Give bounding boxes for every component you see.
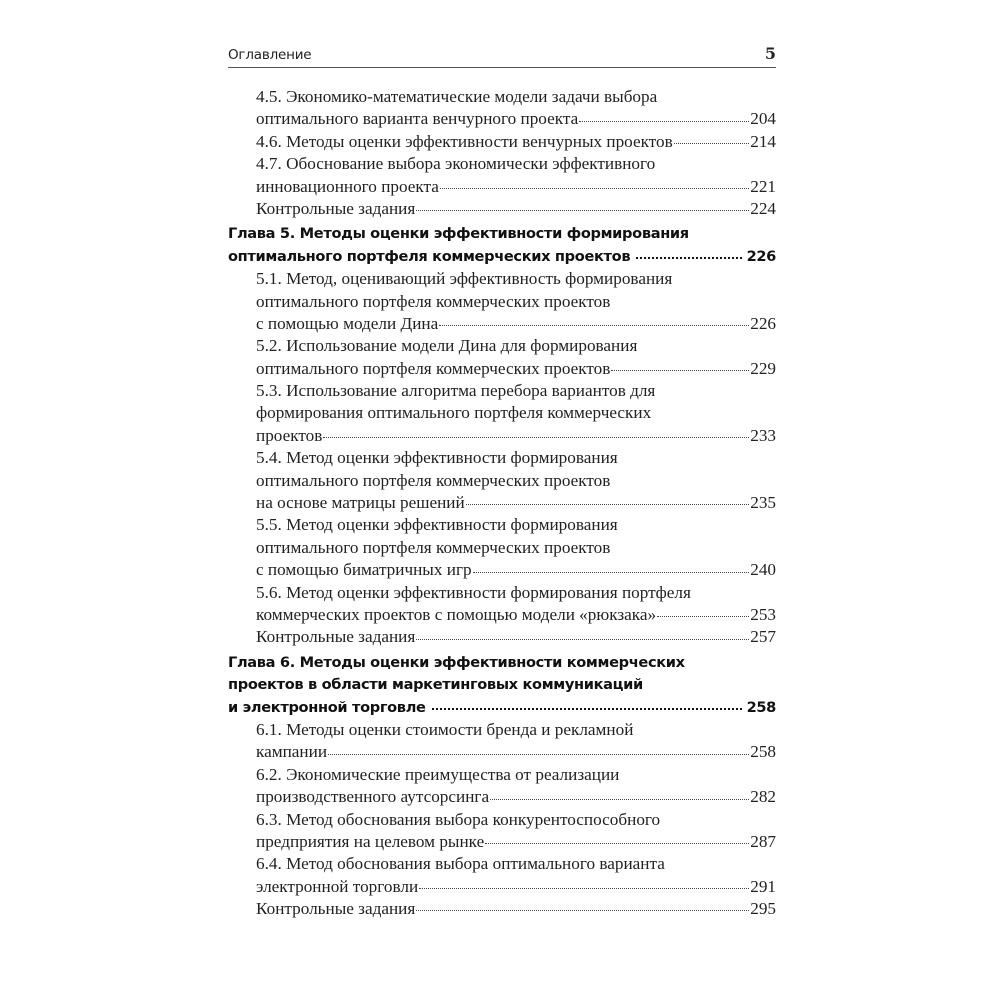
toc-entry-title: 5.1. Метод, оценивающий эффективность формирования (256, 269, 673, 289)
toc-entry-line (228, 831, 776, 853)
toc-entry-title: 6.2. Экономические преимущества от реализации (256, 764, 620, 784)
toc-section-entry[interactable] (228, 809, 776, 854)
toc-entry-title: оптимального варианта венчурного проекта (256, 109, 579, 129)
toc-section-entry[interactable] (228, 626, 776, 648)
dot-leader (439, 323, 749, 326)
toc-page-number: 214 (750, 131, 776, 151)
toc-entry-title: на основе матрицы решений (256, 493, 465, 513)
toc-entry-line (228, 853, 776, 875)
toc-entry-line (228, 741, 776, 763)
toc-entry-title: Глава 6. Методы оценки эффективности коммерческих (228, 653, 685, 671)
running-header (228, 44, 776, 66)
toc-entry-line (228, 674, 776, 696)
toc-section-entry[interactable] (228, 853, 776, 898)
toc-page-number: 235 (750, 493, 776, 513)
toc-entry-title: 5.5. Метод оценки эффективности формирования (256, 515, 618, 535)
toc-entry-title: предприятия на целевом рынке (256, 831, 485, 851)
toc-entry-line (228, 313, 776, 335)
toc-section-entry[interactable] (228, 719, 776, 764)
page-number: 5 (764, 44, 776, 63)
dot-leader (432, 706, 742, 710)
toc-entry-line (228, 809, 776, 831)
toc-section-entry[interactable] (228, 86, 776, 131)
toc-page-number: 253 (750, 604, 776, 624)
toc-entry-title: проектов в области маркетинговых коммуникаций (228, 676, 643, 694)
toc-entry-title: 4.5. Экономико-математические модели задачи выбора (256, 87, 658, 106)
toc-entry-line (228, 876, 776, 898)
toc-entry-line (228, 697, 776, 719)
toc-entry-line (228, 604, 776, 626)
toc-page-number: 291 (750, 876, 776, 896)
toc-section-entry[interactable] (228, 447, 776, 514)
toc-page-number: 257 (750, 627, 776, 647)
book-page (228, 44, 776, 919)
toc-page-number: 287 (750, 831, 776, 851)
toc-entry-title: кампании (256, 742, 328, 762)
dot-leader (490, 797, 749, 800)
toc-entry-line (228, 626, 776, 648)
toc-page-number: 282 (750, 787, 776, 807)
toc-page-number: 221 (750, 176, 776, 196)
toc-entry-title: 5.3. Использование алгоритма перебора вариантов для (256, 381, 656, 401)
toc-entry-line (228, 470, 776, 492)
toc-entry-line (228, 108, 776, 130)
toc-entry-title: 4.6. Методы оценки эффективности венчурных проектов (256, 131, 673, 151)
toc-entry-title: электронной торговли (256, 876, 419, 896)
toc-entry-line (228, 652, 776, 674)
toc-section-entry[interactable] (228, 335, 776, 380)
toc-entry-line (228, 719, 776, 741)
toc-entry-line (228, 176, 776, 198)
toc-section-entry[interactable] (228, 198, 776, 220)
toc-entry-line (228, 898, 776, 920)
toc-section-entry[interactable] (228, 131, 776, 153)
toc-section-entry[interactable] (228, 582, 776, 627)
toc-page-number: 258 (750, 742, 776, 762)
toc-entry-title: проектов (256, 425, 323, 445)
toc-entry-title: 5.2. Использование модели Дина для формирования (256, 336, 638, 356)
toc-page-number: 233 (750, 425, 776, 445)
toc-entry-line (228, 223, 776, 245)
toc-page-number: 226 (746, 247, 776, 265)
toc-entry-title: формирования оптимального портфеля коммерческих (256, 403, 652, 423)
toc-entry-line (228, 582, 776, 604)
toc-entry-line (228, 246, 776, 268)
toc-section-entry[interactable] (228, 514, 776, 581)
dot-leader (636, 255, 741, 259)
toc-section-entry[interactable] (228, 380, 776, 447)
toc-entry-title: 6.4. Метод обоснования выбора оптимального варианта (256, 854, 665, 874)
toc-entry-title: и электронной торговле (228, 698, 426, 716)
dot-leader (466, 502, 750, 505)
toc-entry-line (228, 86, 776, 108)
toc-page-number: 229 (750, 358, 776, 378)
toc-entry-title: инновационного проекта (256, 176, 439, 196)
toc-entry-line (228, 380, 776, 402)
toc-page-number: 295 (750, 899, 776, 919)
toc-entry-line (228, 291, 776, 313)
toc-entry-title: оптимального портфеля коммерческих проектов (228, 247, 631, 265)
toc-entry-title: Глава 5. Методы оценки эффективности формирования (228, 225, 689, 243)
toc-entry-line (228, 492, 776, 514)
toc-entry-title: оптимального портфеля коммерческих проектов (256, 358, 611, 378)
toc-entry-title: 5.4. Метод оценки эффективности формирования (256, 448, 618, 468)
dot-leader (657, 614, 749, 617)
toc-entry-line (228, 131, 776, 153)
dot-leader (674, 141, 749, 144)
toc-entry-line (228, 537, 776, 559)
toc-entry-line (228, 514, 776, 536)
toc-section-entry[interactable] (228, 268, 776, 335)
toc-entry-line (228, 268, 776, 290)
toc-page-number: 226 (750, 313, 776, 333)
toc-entry-title: 6.1. Методы оценки стоимости бренда и рекламной (256, 719, 634, 739)
toc-page-number: 204 (750, 109, 776, 129)
dot-leader (440, 186, 749, 189)
dot-leader (473, 570, 750, 573)
toc-section-entry[interactable] (228, 898, 776, 920)
toc-entry-title: оптимального портфеля коммерческих проектов (256, 291, 611, 311)
toc-entry-title: с помощью модели Дина (256, 313, 439, 333)
dot-leader (323, 435, 749, 438)
toc-entry-title: с помощью биматричных игр (256, 560, 472, 580)
dot-leader (485, 841, 749, 844)
dot-leader (611, 368, 749, 371)
toc-entry-title: Контрольные задания (256, 198, 416, 218)
dot-leader (416, 208, 749, 211)
toc-entry-line (228, 335, 776, 357)
toc-entry-line (228, 447, 776, 469)
toc-entry-title: Контрольные задания (256, 627, 416, 647)
toc-section-entry[interactable] (228, 153, 776, 198)
dot-leader (419, 886, 749, 889)
dot-leader (416, 637, 749, 640)
toc-section-entry[interactable] (228, 764, 776, 809)
dot-leader (328, 752, 749, 755)
toc-chapter-entry[interactable] (228, 223, 776, 268)
toc-entry-title: производственного аутсорсинга (256, 787, 490, 807)
toc-entry-line (228, 559, 776, 581)
toc-entry-line (228, 153, 776, 175)
toc-page-number: 258 (746, 698, 776, 716)
toc-entry-title: коммерческих проектов с помощью модели «рюкзака» (256, 604, 657, 624)
toc-page-number: 240 (750, 560, 776, 580)
dot-leader (416, 908, 749, 911)
toc-chapter-entry[interactable] (228, 652, 776, 719)
toc-entry-line (228, 198, 776, 220)
toc-entry-title: оптимального портфеля коммерческих проектов (256, 470, 611, 490)
toc-entry-line (228, 764, 776, 786)
header-rule (228, 67, 776, 68)
toc-entry-title: Контрольные задания (256, 899, 416, 919)
toc-entry-title: оптимального портфеля коммерческих проектов (256, 537, 611, 557)
running-head-title: Оглавление (228, 47, 312, 63)
table-of-contents (228, 86, 776, 920)
toc-entry-line (228, 402, 776, 424)
toc-entry-title: 6.3. Метод обоснования выбора конкурентоспособного (256, 809, 661, 829)
toc-entry-line (228, 786, 776, 808)
toc-entry-title: 4.7. Обоснование выбора экономически эффективного (256, 154, 656, 174)
toc-entry-line (228, 358, 776, 380)
toc-entry-title: 5.6. Метод оценки эффективности формирования портфеля (256, 582, 691, 602)
toc-entry-line (228, 425, 776, 447)
toc-page-number: 224 (750, 198, 776, 218)
dot-leader (579, 119, 749, 122)
